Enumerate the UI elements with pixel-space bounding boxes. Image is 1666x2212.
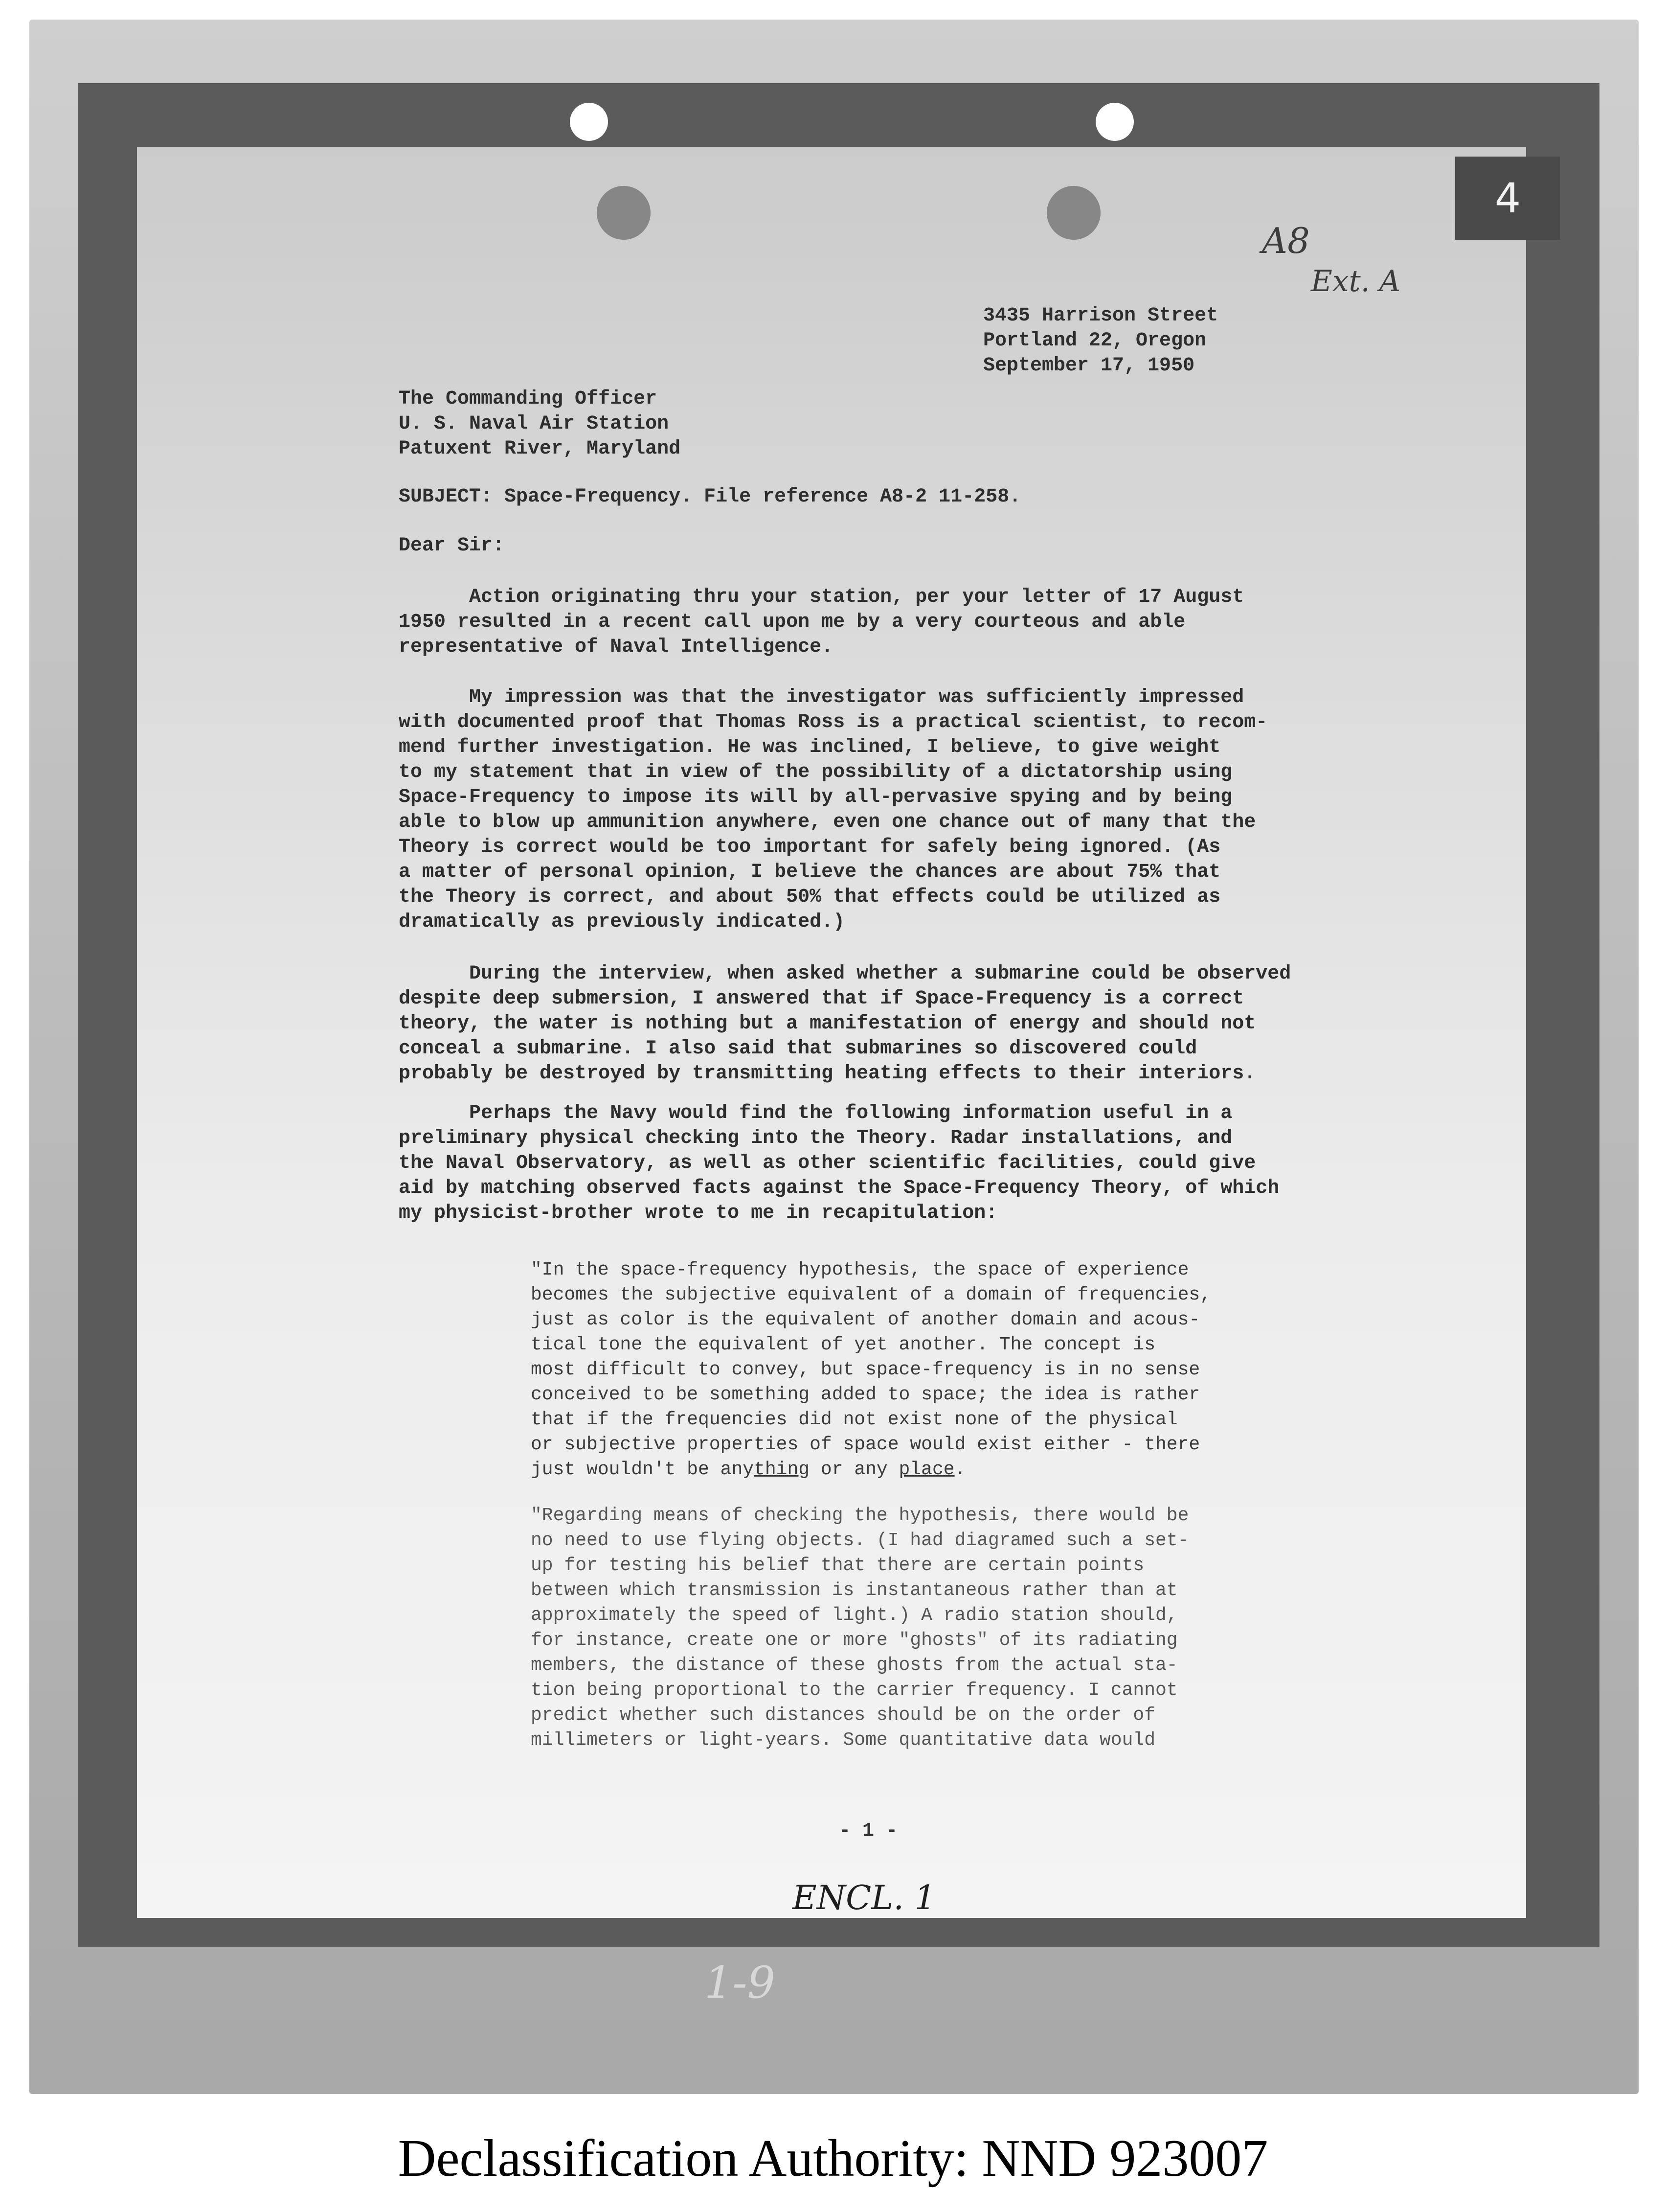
subject-line: SUBJECT: Space-Frequency. File reference A8-2 11-258. bbox=[399, 486, 1021, 508]
quote-block-1 bbox=[531, 1257, 1211, 1482]
declassification-footer: Declassification Authority: NND 923007 bbox=[398, 2129, 1268, 2188]
enclosure-mark: ENCL. 1 bbox=[792, 1879, 936, 1917]
page-number: - 1 - bbox=[839, 1820, 898, 1842]
quote-1-text: "In the space-frequency hypothesis, the space of experience becomes the subjective equivalent of a domain of frequencies, just as color is the equivalent of another domain and acous- tical tone the equivalent of yet another. The concept is most difficult to convey, but space-frequency is in no sense conceived to be something added to space; the idea is rather that if the frequencies did not exist none of the physical or subjective properties of space would exist either - there just wouldn't be any bbox=[531, 1259, 1212, 1480]
recipient-line: The Commanding Officer bbox=[399, 388, 657, 410]
bottom-handwritten-mark: 1-9 bbox=[704, 1957, 775, 2008]
paragraph-4: Perhaps the Navy would find the following information useful in a preliminary physical checking into the Theory. Radar installations, and the Naval Observatory, as well as other scientific facilities, could give aid by matching observed facts against the Space-Frequency Theory, of which my physicist-brother wrote to me in recapitulation: bbox=[399, 1102, 1280, 1224]
recipient-line: Patuxent River, Maryland bbox=[399, 438, 681, 460]
quote-1-end: . bbox=[954, 1459, 966, 1480]
handwritten-reference: A8 bbox=[1262, 220, 1310, 261]
punch-hole-right bbox=[1096, 103, 1134, 141]
handwritten-reference-ext: Ext. A bbox=[1311, 264, 1401, 298]
address-street: 3435 Harrison Street bbox=[983, 305, 1218, 327]
paragraph-2: My impression was that the investigator was sufficiently impressed with documented proof that Thomas Ross is a practical scientist, to recom- mend further investigation. He was inclined, I believe, to give weight to my statement that in view of the possibility of a dictatorship using Space-Frequency to impose its will by all-pervasive spying and by being able to blow up ammunition anywhere, even one chance out of many that the Theory is correct would be too important for safely being ignored. (As a matter of personal opinion, I believe the chances are about 75% that the Theory is correct, and about 50% that effects could be utilized as dramatically as previously indicated.) bbox=[399, 686, 1268, 933]
recipient-block bbox=[399, 387, 680, 461]
quote-1-mid: or any bbox=[810, 1459, 899, 1480]
page-number-tab: 4 bbox=[1455, 157, 1560, 240]
punch-shadow-right bbox=[1047, 186, 1101, 240]
salutation: Dear Sir: bbox=[399, 535, 505, 557]
punch-shadow-left bbox=[597, 186, 651, 240]
letter-date: September 17, 1950 bbox=[983, 355, 1195, 377]
paragraph-1: Action originating thru your station, per your letter of 17 August 1950 resulted in a recent call upon me by a very courteous and able representative of Naval Intelligence. bbox=[399, 586, 1244, 658]
recipient-line: U. S. Naval Air Station bbox=[399, 413, 669, 435]
sender-address bbox=[983, 303, 1218, 378]
quote-1-word-place: place bbox=[899, 1459, 955, 1480]
paragraph-3: During the interview, when asked whether a submarine could be observed despite deep submersion, I answered that if Space-Frequency is a correct theory, the water is nothing but a manifestation of energy and should not conceal a submarine. I also said that submarines so discovered could probably be destroyed by transmitting heating effects to their interiors. bbox=[399, 963, 1291, 1085]
quote-block-2: "Regarding means of checking the hypothesis, there would be no need to use flying objects. (I had diagramed such a set- up for testing his belief that there are certain points between which transmission is instantaneous rather than at approximately the speed of light.) A radio station should, for instance, create one or more "ghosts" of its radiating members, the distance of these ghosts from the actual sta- tion being proportional to the carrier frequency. I cannot predict whether such distances should be on the order of millimeters or light-years. Some quantitative data would bbox=[531, 1505, 1189, 1751]
quote-1-word-thing: thing bbox=[754, 1459, 810, 1480]
address-city: Portland 22, Oregon bbox=[983, 330, 1207, 352]
punch-hole-left bbox=[570, 103, 608, 141]
